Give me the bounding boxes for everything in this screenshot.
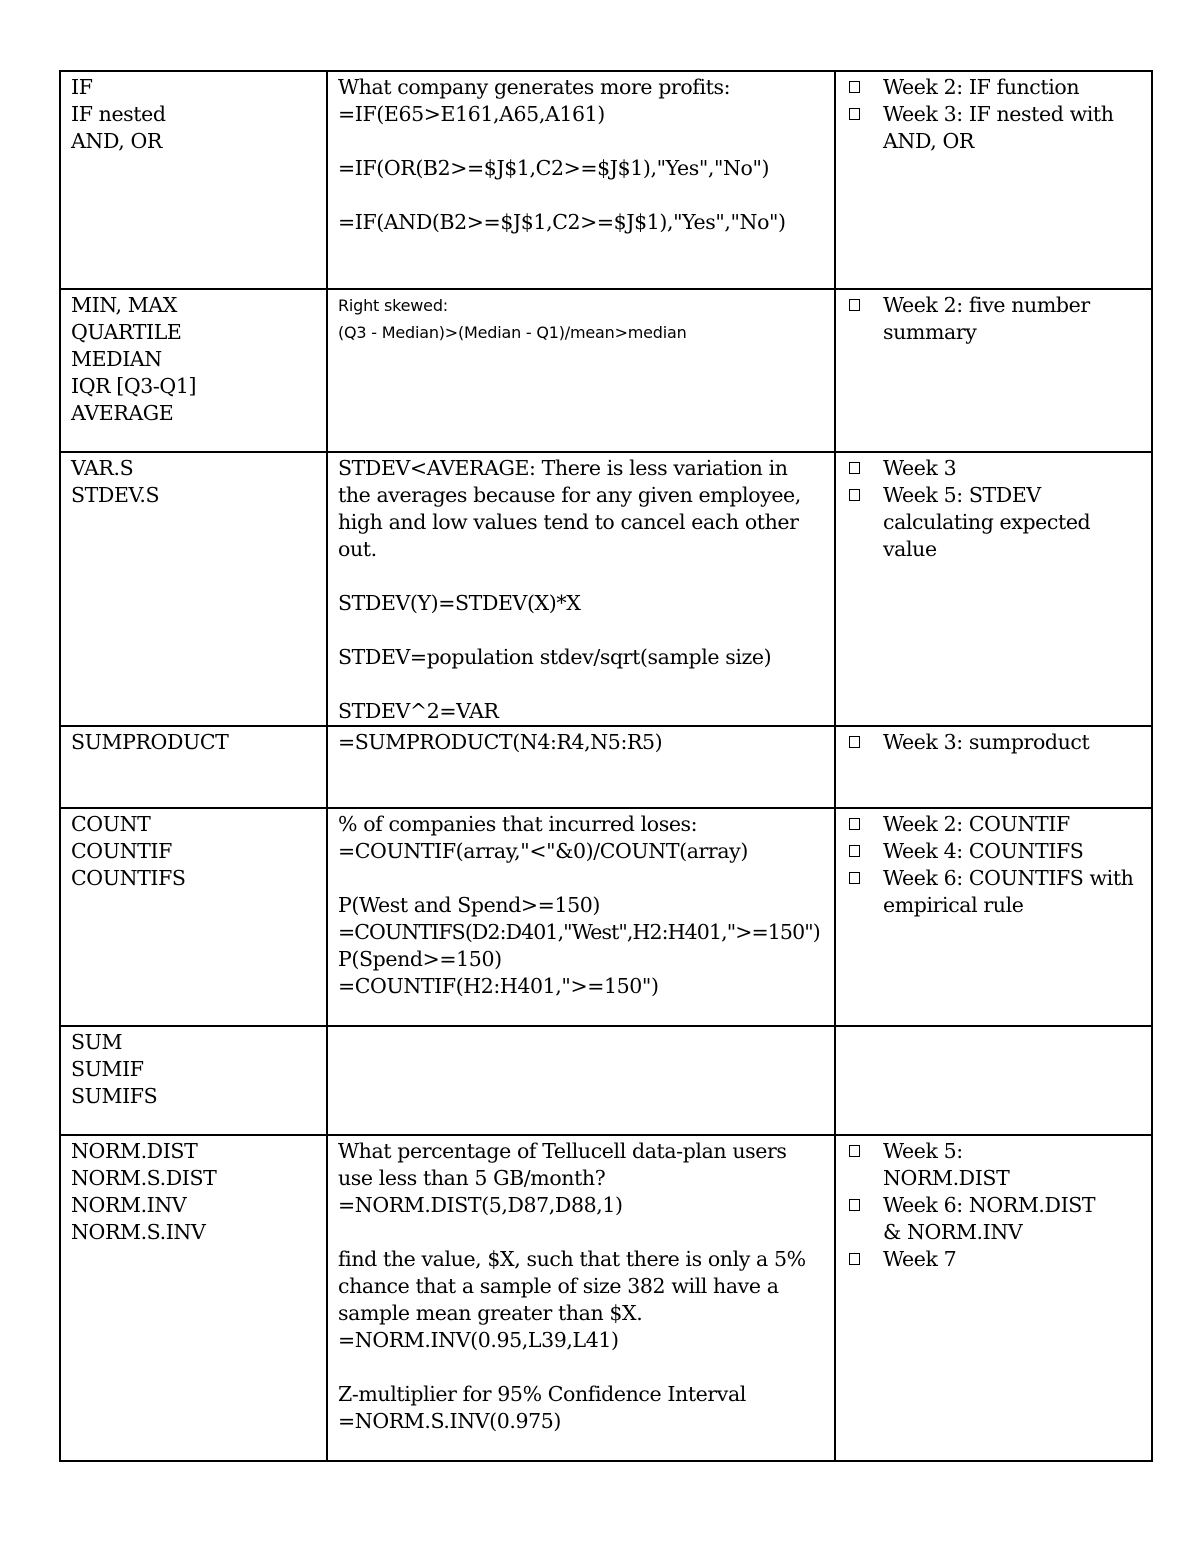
functions-cell	[60, 808, 327, 1026]
function-name: AND, OR	[71, 129, 162, 153]
function-name: QUARTILE	[71, 320, 182, 344]
table-row	[60, 808, 1152, 1026]
checkbox-icon[interactable]	[849, 1145, 860, 1157]
checkbox-icon[interactable]	[849, 872, 860, 884]
table-row	[60, 1135, 1152, 1461]
function-name: IF nested	[71, 102, 166, 126]
notes-cell	[327, 71, 835, 289]
function-name: SUM	[71, 1030, 123, 1054]
notes-cell	[327, 1135, 835, 1461]
checkbox-icon[interactable]	[849, 845, 860, 857]
notes-cell	[327, 726, 835, 808]
formula-line: =NORM.INV(0.95,L39,L41)	[338, 1328, 619, 1352]
formula-line: =COUNTIF(array,"<"&0)/COUNT(array)	[338, 839, 748, 863]
week-checklist	[883, 455, 1147, 563]
study-guide-table	[59, 70, 1153, 1462]
week-item: Week 6: NORM.DIST & NORM.INV	[883, 1192, 1147, 1246]
table-row	[60, 289, 1152, 452]
functions-cell	[60, 1026, 327, 1135]
week-item: Week 7	[883, 1246, 1147, 1273]
week-item: Week 2: IF function	[883, 74, 1147, 101]
note-paragraph: STDEV<AVERAGE: There is less variation in the averages because for any given employee, high and low values tend to cancel each other out.	[338, 456, 801, 561]
note-line: What company generates more profits:	[338, 75, 731, 99]
formula-line: =COUNTIFS(D2:D401,"West",H2:H401,">=150")	[338, 920, 820, 944]
formula-line: =NORM.S.INV(0.975)	[338, 1409, 562, 1433]
week-item: Week 3	[883, 455, 1147, 482]
function-name: IF	[71, 75, 93, 99]
weeks-cell	[835, 808, 1152, 1026]
week-checklist	[883, 1138, 1147, 1273]
formula-line: =COUNTIF(H2:H401,">=150")	[338, 974, 659, 998]
weeks-cell	[835, 289, 1152, 452]
weeks-cell	[835, 452, 1152, 726]
formula-line: STDEV^2=VAR	[338, 699, 499, 723]
functions-cell	[60, 71, 327, 289]
notes-cell	[327, 1026, 835, 1135]
function-name: SUMPRODUCT	[71, 730, 229, 754]
function-name: VAR.S	[71, 456, 134, 480]
note-line: P(West and Spend>=150)	[338, 893, 600, 917]
formula-line: (Q3 - Median)>(Median - Q1)/mean>median	[338, 323, 687, 342]
table-row	[60, 1026, 1152, 1135]
checkbox-icon[interactable]	[849, 1199, 860, 1211]
notes-cell	[327, 808, 835, 1026]
function-name: NORM.INV	[71, 1193, 187, 1217]
function-name: SUMIF	[71, 1057, 144, 1081]
notes-cell	[327, 452, 835, 726]
function-name: AVERAGE	[71, 401, 174, 425]
checkbox-icon[interactable]	[849, 1253, 860, 1265]
note-line: % of companies that incurred loses:	[338, 812, 698, 836]
functions-cell	[60, 289, 327, 452]
week-checklist	[883, 292, 1147, 346]
note-line: Z-multiplier for 95% Confidence Interval	[338, 1382, 746, 1406]
formula-line: =IF(OR(B2>=$J$1,C2>=$J$1),"Yes","No")	[338, 156, 770, 180]
checkbox-icon[interactable]	[849, 462, 860, 474]
checkbox-icon[interactable]	[849, 818, 860, 830]
checkbox-icon[interactable]	[849, 81, 860, 93]
week-item: Week 2: COUNTIF	[883, 811, 1147, 838]
formula-line: =IF(E65>E161,A65,A161)	[338, 102, 605, 126]
function-name: MEDIAN	[71, 347, 162, 371]
function-name: STDEV.S	[71, 483, 160, 507]
checkbox-icon[interactable]	[849, 108, 860, 120]
functions-cell	[60, 726, 327, 808]
functions-cell	[60, 1135, 327, 1461]
week-item: Week 4: COUNTIFS	[883, 838, 1147, 865]
table-row	[60, 71, 1152, 289]
table-row	[60, 452, 1152, 726]
function-name: IQR [Q3-Q1]	[71, 374, 197, 398]
formula-line: =NORM.DIST(5,D87,D88,1)	[338, 1193, 623, 1217]
weeks-cell	[835, 1135, 1152, 1461]
week-item: Week 5: NORM.DIST	[883, 1138, 1147, 1192]
functions-cell	[60, 452, 327, 726]
week-item: Week 3: IF nested with AND, OR	[883, 101, 1147, 155]
table-row	[60, 726, 1152, 808]
notes-cell	[327, 289, 835, 452]
checkbox-icon[interactable]	[849, 299, 860, 311]
formula-line: STDEV=population stdev/sqrt(sample size)	[338, 645, 772, 669]
function-name: NORM.S.INV	[71, 1220, 206, 1244]
note-line: Right skewed:	[338, 296, 448, 315]
checkbox-icon[interactable]	[849, 489, 860, 501]
function-name: COUNTIF	[71, 839, 172, 863]
note-paragraph: find the value, $X, such that there is only a 5% chance that a sample of size 382 will have a sample mean greater than $X.	[338, 1247, 806, 1325]
week-checklist	[883, 729, 1147, 756]
formula-line: =IF(AND(B2>=$J$1,C2>=$J$1),"Yes","No")	[338, 210, 786, 234]
week-checklist	[883, 74, 1147, 155]
function-name: COUNTIFS	[71, 866, 186, 890]
week-checklist	[883, 811, 1147, 919]
note-paragraph: What percentage of Tellucell data-plan users use less than 5 GB/month?	[338, 1139, 787, 1190]
weeks-cell	[835, 726, 1152, 808]
study-guide-table-container	[59, 70, 1134, 1462]
function-name: SUMIFS	[71, 1084, 158, 1108]
checkbox-icon[interactable]	[849, 736, 860, 748]
function-name: MIN, MAX	[71, 293, 177, 317]
weeks-cell	[835, 71, 1152, 289]
week-item: Week 3: sumproduct	[883, 729, 1147, 756]
weeks-cell	[835, 1026, 1152, 1135]
function-name: NORM.S.DIST	[71, 1166, 217, 1190]
formula-line: STDEV(Y)=STDEV(X)*X	[338, 591, 581, 615]
function-name: NORM.DIST	[71, 1139, 198, 1163]
formula-line: =SUMPRODUCT(N4:R4,N5:R5)	[338, 730, 663, 754]
note-line: P(Spend>=150)	[338, 947, 502, 971]
week-item: Week 2: five number summary	[883, 292, 1147, 346]
function-name: COUNT	[71, 812, 151, 836]
week-item: Week 6: COUNTIFS with empirical rule	[883, 865, 1147, 919]
week-item: Week 5: STDEV calculating expected value	[883, 482, 1147, 563]
